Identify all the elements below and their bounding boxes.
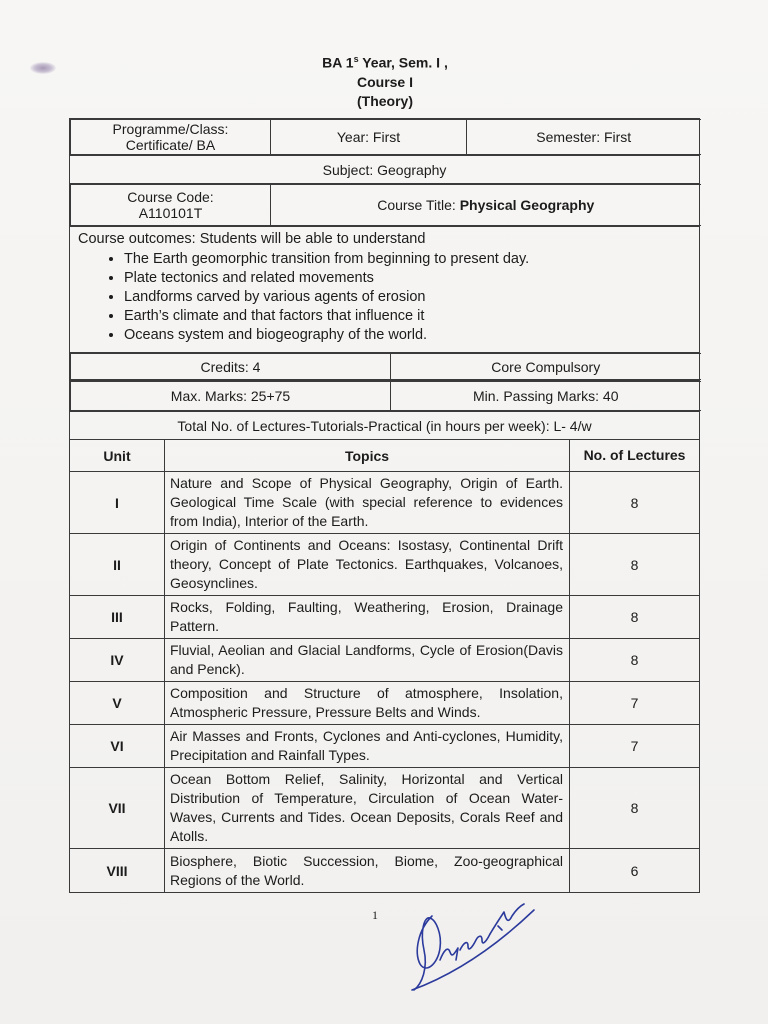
subject-cell: Subject: Geography bbox=[70, 156, 700, 184]
table-row bbox=[70, 768, 700, 849]
table-row bbox=[70, 534, 700, 596]
topics-cell: Composition and Structure of atmosphere, Insolation, Atmospheric Pressure, Pressure Belts and Winds. bbox=[165, 682, 570, 725]
lectures-column-header: No. of Lectures bbox=[570, 440, 700, 472]
syllabus-table bbox=[69, 118, 700, 893]
lectures-cell: 8 bbox=[570, 596, 700, 639]
year-cell: Year: First bbox=[271, 120, 467, 155]
unit-cell: II bbox=[70, 534, 165, 596]
lectures-cell: 8 bbox=[570, 534, 700, 596]
unit-cell: VI bbox=[70, 725, 165, 768]
outcomes-row bbox=[70, 227, 700, 353]
unit-cell: VIII bbox=[70, 849, 165, 893]
header-line-2: Course I bbox=[356, 73, 413, 90]
header-line-3: (Theory) bbox=[357, 92, 413, 109]
topics-cell: Ocean Bottom Relief, Salinity, Horizontal and Vertical Distribution of Temperature, Circulation of Ocean Water- Waves, Currents and Tides. Ocean Deposits, Corals Reef and Atolls. bbox=[165, 768, 570, 849]
signature-stroke bbox=[490, 904, 524, 934]
unit-cell: III bbox=[70, 596, 165, 639]
lectures-cell: 7 bbox=[570, 682, 700, 725]
table-row bbox=[70, 849, 700, 893]
table-row bbox=[70, 596, 700, 639]
outcome-item: • Earth’s climate and that factors that influence it bbox=[124, 307, 691, 326]
lectures-cell: 7 bbox=[570, 725, 700, 768]
marks-row bbox=[70, 381, 700, 412]
outcome-item: • Oceans system and biogeography of the world. bbox=[124, 326, 691, 345]
credits-cell: Credits: 4 bbox=[71, 354, 391, 380]
outcome-item: • The Earth geomorphic transition from beginning to present day. bbox=[124, 250, 691, 269]
outcome-item: • Plate tectonics and related movements bbox=[124, 269, 691, 288]
outcomes-cell bbox=[70, 227, 700, 353]
lectures-cell: 8 bbox=[570, 639, 700, 682]
semester-cell: Semester: First bbox=[467, 120, 701, 155]
max-marks-cell: Max. Marks: 25+75 bbox=[71, 382, 391, 411]
handwritten-signature bbox=[410, 890, 540, 1000]
lectures-total-row bbox=[70, 412, 700, 440]
outcomes-heading: Course outcomes: Students will be able to understand bbox=[78, 231, 426, 247]
topics-cell: Air Masses and Fronts, Cyclones and Anti-cyclones, Humidity, Precipitation and Rainfall Types. bbox=[165, 725, 570, 768]
document-header bbox=[280, 50, 490, 111]
header-line-1: BA 1$^s$ Year, Sem. I , bbox=[322, 54, 448, 71]
topics-cell: Origin of Continents and Oceans: Isostasy, Continental Drift theory, Concept of Plate Tectonics. Earthquakes, Volcanoes, Geosynclines. bbox=[165, 534, 570, 596]
units-header-row bbox=[70, 440, 700, 472]
course-title-cell: Course Title: Physical Geography bbox=[271, 185, 701, 226]
topics-cell: Biosphere, Biotic Succession, Biome, Zoo-geographical Regions of the World. bbox=[165, 849, 570, 893]
lectures-cell: 6 bbox=[570, 849, 700, 893]
table-row bbox=[70, 725, 700, 768]
lectures-total-cell: Total No. of Lectures-Tutorials-Practical (in hours per week): L- 4/w bbox=[70, 412, 700, 440]
signature-stroke bbox=[498, 926, 502, 930]
unit-cell: V bbox=[70, 682, 165, 725]
course-code-cell: Course Code: A110101T bbox=[71, 185, 271, 226]
table-row bbox=[70, 639, 700, 682]
unit-column-header: Unit bbox=[70, 440, 165, 472]
outcome-item: • Landforms carved by various agents of erosion bbox=[124, 288, 691, 307]
page-number: 1 bbox=[372, 908, 378, 922]
unit-cell: IV bbox=[70, 639, 165, 682]
topics-column-header: Topics bbox=[165, 440, 570, 472]
unit-cell: VII bbox=[70, 768, 165, 849]
topics-cell: Nature and Scope of Physical Geography, Origin of Earth. Geological Time Scale (with special reference to evidences from India), Interior of the Earth. bbox=[165, 472, 570, 534]
course-title: Physical Geography bbox=[459, 197, 595, 213]
course-row bbox=[70, 184, 700, 227]
course-type-cell: Core Compulsory bbox=[391, 354, 701, 380]
programme-row bbox=[70, 119, 700, 156]
unit-cell: I bbox=[70, 472, 165, 534]
signature-stroke bbox=[440, 948, 458, 960]
outcomes-list bbox=[78, 250, 691, 345]
ink-smudge bbox=[30, 62, 56, 74]
signature-stroke bbox=[412, 910, 534, 990]
subject-row bbox=[70, 156, 700, 184]
lectures-cell: 8 bbox=[570, 768, 700, 849]
programme-cell: Programme/Class: Certificate/ BA bbox=[71, 120, 271, 155]
signature-stroke bbox=[460, 934, 490, 950]
lectures-cell: 8 bbox=[570, 472, 700, 534]
min-marks-cell: Min. Passing Marks: 40 bbox=[391, 382, 701, 411]
topics-cell: Rocks, Folding, Faulting, Weathering, Erosion, Drainage Pattern. bbox=[165, 596, 570, 639]
credits-row bbox=[70, 353, 700, 381]
topics-cell: Fluvial, Aeolian and Glacial Landforms, Cycle of Erosion(Davis and Penck). bbox=[165, 639, 570, 682]
table-row bbox=[70, 472, 700, 534]
table-row bbox=[70, 682, 700, 725]
